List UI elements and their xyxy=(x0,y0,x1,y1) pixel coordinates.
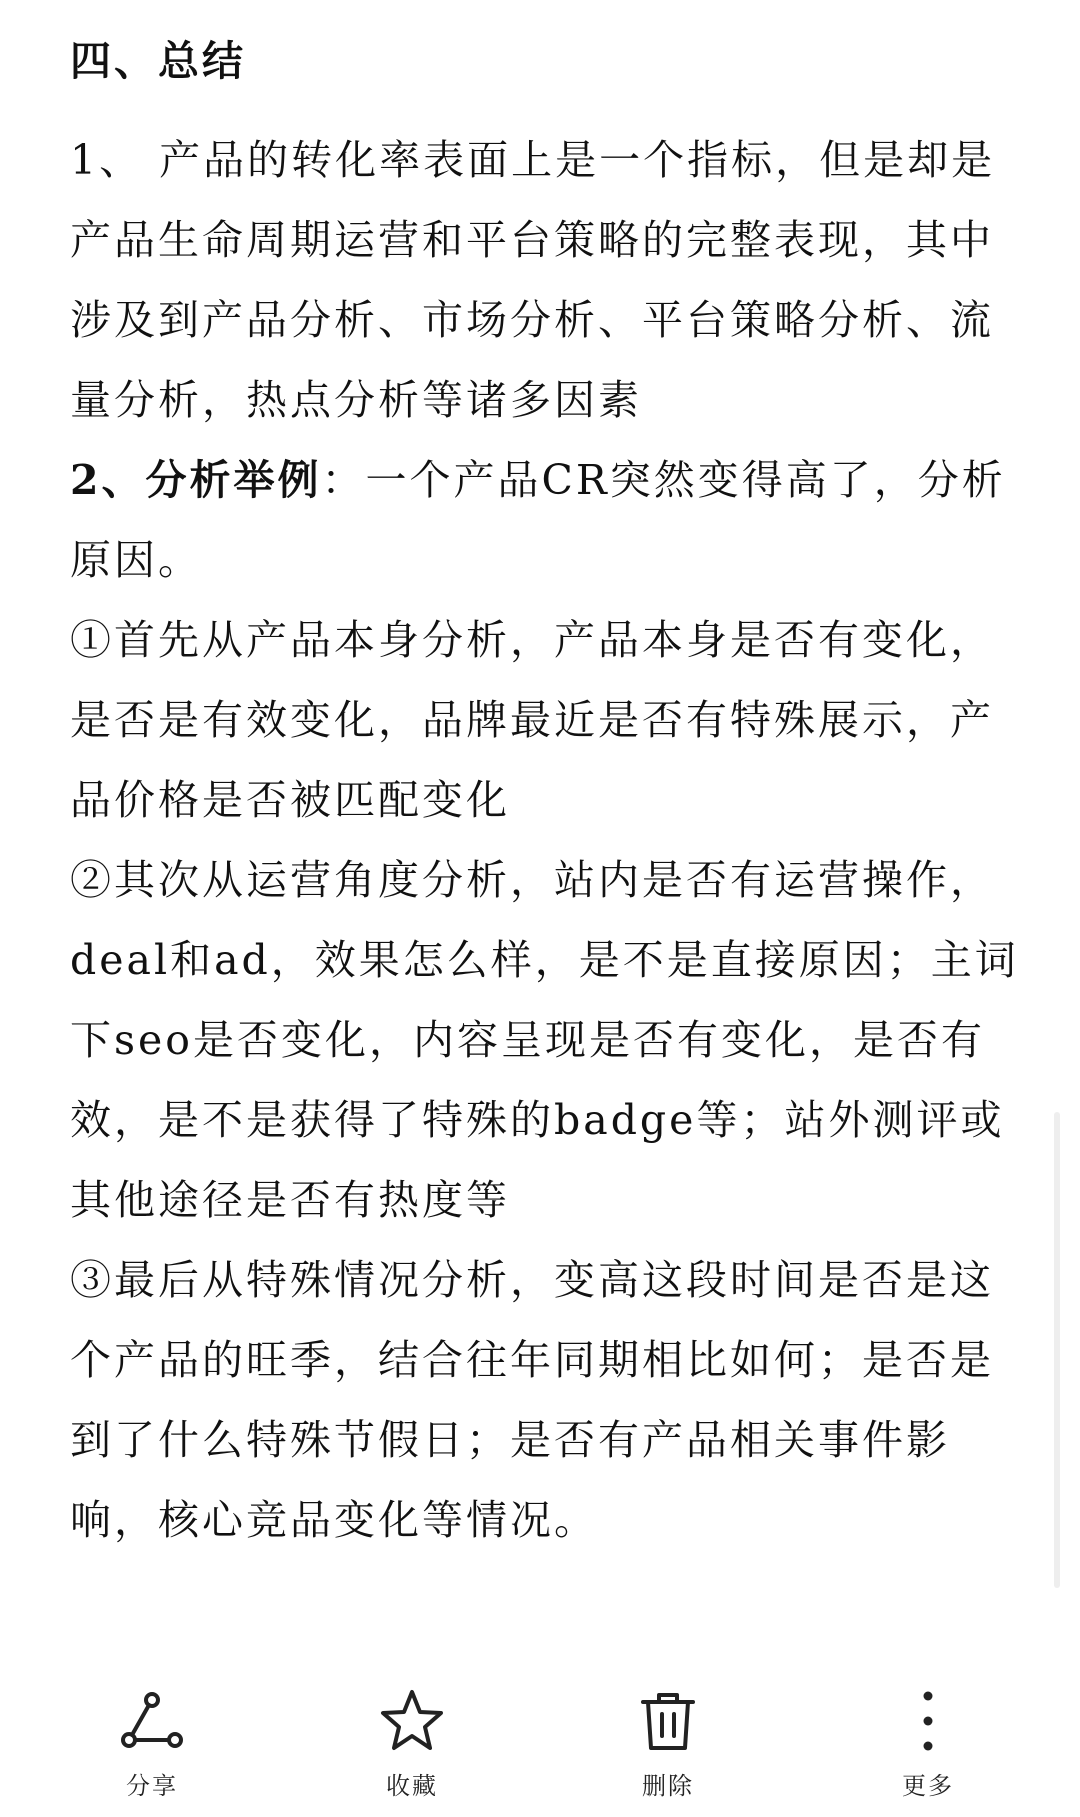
point-line: ①首先从产品本身分析，产品本身是否有变化， xyxy=(70,616,994,664)
point-line: 其他途径是否有热度等 xyxy=(70,1176,510,1224)
example-line xyxy=(70,440,1020,520)
more-vertical-icon xyxy=(893,1686,963,1756)
delete-button[interactable] xyxy=(568,1686,768,1806)
favorite-button[interactable] xyxy=(312,1686,512,1806)
point-line: 个产品的旺季，结合往年同期相比如何；是否是 xyxy=(70,1336,994,1384)
point-line: 响，核心竞品变化等情况。 xyxy=(70,1496,598,1544)
point-line: 品价格是否被匹配变化 xyxy=(70,776,510,824)
scrollbar[interactable] xyxy=(1054,1112,1060,1588)
example-text: ：一个产品CR突然变得高了，分析 xyxy=(321,456,1006,504)
share-label: 分享 xyxy=(126,1772,178,1800)
section-heading: 四、总结 xyxy=(70,37,246,85)
note-content xyxy=(70,28,1020,1560)
point-line: deal和ad，效果怎么样，是不是直接原因；主词 xyxy=(70,936,1019,984)
paragraph-line: 产品生命周期运营和平台策略的完整表现，其中 xyxy=(70,216,994,264)
paragraph-line: 量分析，热点分析等诸多因素 xyxy=(70,376,642,424)
paragraph-line: 原因。 xyxy=(70,536,202,584)
point-line: 效，是不是获得了特殊的badge等；站外测评或 xyxy=(70,1096,1005,1144)
point-line: ③最后从特殊情况分析，变高这段时间是否是这 xyxy=(70,1256,994,1304)
favorite-label: 收藏 xyxy=(386,1772,438,1800)
point-line: 下seo是否变化，内容呈现是否有变化，是否有 xyxy=(70,1016,985,1064)
example-label: 2、分析举例 xyxy=(70,456,322,504)
paragraph-line: 涉及到产品分析、市场分析、平台策略分析、流 xyxy=(70,296,994,344)
trash-icon xyxy=(633,1686,703,1756)
more-button[interactable] xyxy=(828,1686,1028,1806)
delete-label: 删除 xyxy=(642,1772,694,1800)
more-label: 更多 xyxy=(902,1772,954,1800)
star-icon xyxy=(377,1686,447,1756)
share-icon xyxy=(117,1686,187,1756)
point-line: 到了什么特殊节假日；是否有产品相关事件影 xyxy=(70,1416,950,1464)
bottom-action-bar xyxy=(0,1650,1080,1817)
point-line: 是否是有效变化，品牌最近是否有特殊展示，产 xyxy=(70,696,994,744)
point-line: ②其次从运营角度分析，站内是否有运营操作， xyxy=(70,856,994,904)
paragraph-line: 1、 产品的转化率表面上是一个指标，但是却是 xyxy=(70,136,996,184)
share-button[interactable] xyxy=(52,1686,252,1806)
